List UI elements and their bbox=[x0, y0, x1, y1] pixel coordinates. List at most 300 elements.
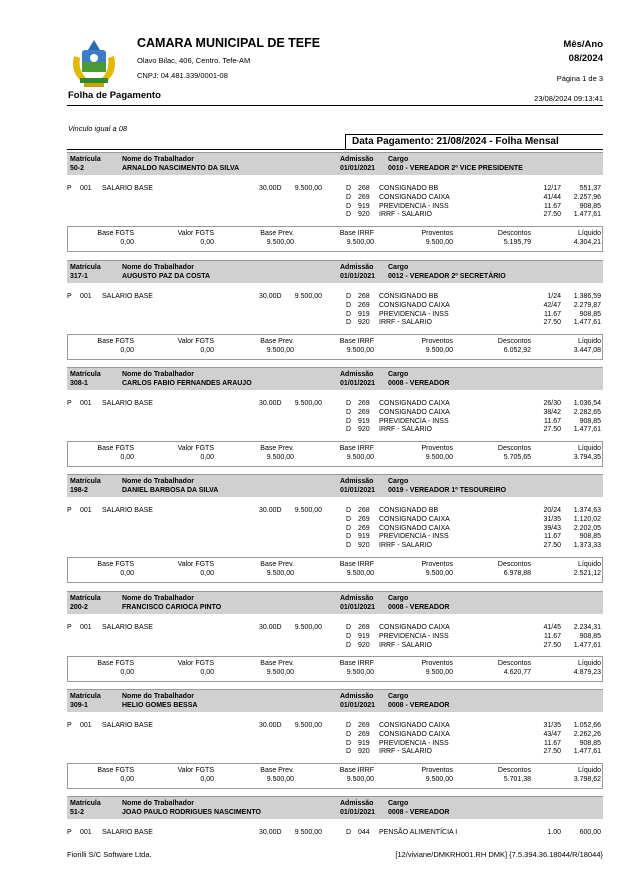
base-irrf-value: 9.500,00 bbox=[346, 454, 374, 462]
deduction-value: 908,85 bbox=[579, 533, 601, 541]
totals-box bbox=[67, 441, 603, 467]
deduction-desc: CONSIGNADO BB bbox=[379, 507, 439, 514]
employee-section bbox=[67, 367, 603, 467]
deduction-desc: IRRF - SALARIO bbox=[379, 641, 432, 649]
admission-label: Admissão bbox=[340, 264, 374, 271]
period-label: Mês/Ano bbox=[563, 39, 603, 50]
proventos-value: 9.500,00 bbox=[425, 669, 453, 677]
deduction-ref: 11.67 bbox=[544, 417, 561, 425]
earning-value: 9.500,00 bbox=[294, 185, 322, 192]
deduction-code: 920 bbox=[358, 319, 370, 327]
earning-ref: 30.00D bbox=[259, 293, 282, 300]
valor-fgts-value: 0,00 bbox=[200, 669, 214, 677]
earning-type: P bbox=[67, 829, 72, 836]
liquido-label: Líquido bbox=[578, 338, 601, 346]
deduction-code: 269 bbox=[358, 515, 370, 523]
name-label: Nome do Trabalhador bbox=[122, 264, 194, 271]
deduction-type: D bbox=[346, 426, 352, 434]
deduction-value: 1.373,33 bbox=[573, 542, 601, 550]
deduction-code: 268 bbox=[358, 293, 370, 300]
deduction-code: 919 bbox=[358, 739, 370, 747]
earning-desc: SALARIO BASE bbox=[102, 185, 153, 192]
liquido-value: 3.794,35 bbox=[573, 454, 601, 462]
org-name: CAMARA MUNICIPAL DE TEFE bbox=[137, 36, 321, 50]
payroll-lines bbox=[67, 828, 603, 837]
descontos-label: Descontos bbox=[497, 338, 531, 346]
payroll-line bbox=[67, 210, 603, 219]
base-prev-value: 9.500,00 bbox=[266, 454, 294, 462]
deduction-desc: CONSIGNADO CAIXA bbox=[379, 730, 450, 738]
payroll-lines bbox=[67, 292, 603, 327]
deduction-ref: 42/47 bbox=[543, 301, 561, 309]
cargo-label: Cargo bbox=[388, 800, 409, 807]
deduction-desc: CONSIGNADO CAIXA bbox=[379, 524, 450, 532]
employee-name: AUGUSTO PAZ DA COSTA bbox=[122, 273, 211, 280]
employee-header-bar bbox=[67, 474, 603, 497]
admission-date: 01/01/2021 bbox=[340, 809, 376, 816]
base-prev-value: 9.500,00 bbox=[266, 239, 294, 247]
earning-code: 001 bbox=[80, 624, 92, 631]
deduction-value: 908,85 bbox=[579, 632, 601, 640]
deduction-value: 2.282,65 bbox=[573, 408, 601, 416]
matricula-value: 198-2 bbox=[70, 487, 88, 494]
cargo-value: 0008 - VEREADOR bbox=[388, 702, 450, 709]
deduction-code: 269 bbox=[358, 624, 370, 631]
deduction-code: 919 bbox=[358, 632, 370, 640]
payroll-line bbox=[67, 515, 603, 524]
earning-desc: SALARIO BASE bbox=[102, 624, 153, 631]
org-cnpj: CNPJ: 04.481.339/0001-08 bbox=[137, 71, 228, 80]
deduction-type: D bbox=[346, 507, 352, 514]
valor-fgts-label: Valor FGTS bbox=[177, 767, 214, 775]
cargo-value: 0012 - VEREADOR 2º SECRETÁRIO bbox=[388, 273, 506, 280]
deduction-code: 269 bbox=[358, 722, 370, 729]
deduction-type: D bbox=[346, 293, 352, 300]
deduction-code: 919 bbox=[358, 310, 370, 318]
totals-box bbox=[67, 226, 603, 252]
deduction-value: 1.036,54 bbox=[573, 400, 601, 407]
deduction-desc: PREVIDENCIA - INSS bbox=[379, 632, 449, 640]
deduction-desc: CONSIGNADO BB bbox=[379, 293, 439, 300]
matricula-label: Matrícula bbox=[70, 693, 101, 700]
admission-label: Admissão bbox=[340, 693, 374, 700]
deduction-ref: 12/17 bbox=[543, 185, 561, 192]
payroll-lines bbox=[67, 399, 603, 434]
proventos-label: Proventos bbox=[421, 767, 453, 775]
payroll-line bbox=[67, 193, 603, 202]
valor-fgts-label: Valor FGTS bbox=[177, 660, 214, 668]
deduction-code: 269 bbox=[358, 408, 370, 416]
payroll-line bbox=[67, 310, 603, 319]
deduction-ref: 20/24 bbox=[543, 507, 561, 514]
base-irrf-value: 9.500,00 bbox=[346, 347, 374, 355]
cargo-value: 0019 - VEREADOR 1º TESOUREIRO bbox=[388, 487, 507, 494]
liquido-value: 3.447,08 bbox=[573, 347, 601, 355]
valor-fgts-label: Valor FGTS bbox=[177, 230, 214, 238]
deduction-ref: 1/24 bbox=[547, 293, 561, 300]
name-label: Nome do Trabalhador bbox=[122, 693, 194, 700]
payroll-line bbox=[67, 399, 603, 408]
admission-date: 01/01/2021 bbox=[340, 165, 376, 172]
report-datetime: 23/08/2024 09:13:41 bbox=[534, 94, 603, 103]
deduction-value: 1.386,59 bbox=[573, 293, 601, 300]
liquido-value: 4.304,21 bbox=[573, 239, 601, 247]
employee-section bbox=[67, 152, 603, 252]
deduction-ref: 27.50 bbox=[543, 319, 561, 327]
deduction-type: D bbox=[346, 624, 352, 631]
deduction-type: D bbox=[346, 739, 352, 747]
deduction-code: 920 bbox=[358, 211, 370, 219]
earning-desc: SALARIO BASE bbox=[102, 829, 153, 836]
descontos-label: Descontos bbox=[497, 767, 531, 775]
earning-code: 001 bbox=[80, 507, 92, 514]
deduction-desc: PREVIDENCIA - INSS bbox=[379, 310, 449, 318]
deduction-ref: 27.50 bbox=[543, 641, 561, 649]
deduction-desc: CONSIGNADO CAIXA bbox=[379, 400, 450, 407]
deduction-desc: CONSIGNADO CAIXA bbox=[379, 193, 450, 201]
deduction-value: 908,85 bbox=[579, 202, 601, 210]
deduction-type: D bbox=[346, 193, 352, 201]
proventos-label: Proventos bbox=[421, 338, 453, 346]
descontos-value: 6.052,92 bbox=[503, 347, 531, 355]
deduction-ref: 31/35 bbox=[543, 515, 561, 523]
cargo-label: Cargo bbox=[388, 595, 409, 602]
deduction-ref: 11.67 bbox=[544, 202, 561, 210]
matricula-label: Matrícula bbox=[70, 478, 101, 485]
earning-code: 001 bbox=[80, 185, 92, 192]
payment-divider bbox=[67, 149, 603, 150]
coat-of-arms-logo bbox=[68, 38, 120, 90]
liquido-value: 3.798,62 bbox=[573, 776, 601, 784]
deduction-type: D bbox=[346, 202, 352, 210]
base-prev-label: Base Prev. bbox=[260, 445, 294, 453]
page-number: Página 1 de 3 bbox=[556, 74, 603, 83]
earning-type: P bbox=[67, 185, 72, 192]
payroll-lines bbox=[67, 721, 603, 756]
earning-ref: 30.00D bbox=[259, 400, 282, 407]
earning-desc: SALARIO BASE bbox=[102, 722, 153, 729]
employee-header-bar bbox=[67, 689, 603, 712]
org-address: Olavo Bilac, 406, Centro. Tefe-AM bbox=[137, 56, 251, 65]
deduction-ref: 11.67 bbox=[544, 632, 561, 640]
deduction-code: 044 bbox=[358, 829, 370, 836]
proventos-value: 9.500,00 bbox=[425, 569, 453, 577]
filter-text: Vinculo igual a 08 bbox=[68, 124, 128, 133]
deduction-type: D bbox=[346, 632, 352, 640]
payroll-line bbox=[67, 301, 603, 310]
employee-header-bar bbox=[67, 591, 603, 614]
payroll-lines bbox=[67, 623, 603, 649]
base-fgts-label: Base FGTS bbox=[97, 560, 134, 568]
payment-title: Data Pagamento: 21/08/2024 - Folha Mensal bbox=[345, 134, 603, 149]
admission-date: 01/01/2021 bbox=[340, 487, 376, 494]
deduction-desc: IRRF - SALARIO bbox=[379, 319, 432, 327]
earning-code: 001 bbox=[80, 829, 92, 836]
earning-ref: 30.00D bbox=[259, 722, 282, 729]
liquido-label: Líquido bbox=[578, 560, 601, 568]
deduction-value: 1.374,63 bbox=[573, 507, 601, 514]
proventos-value: 9.500,00 bbox=[425, 454, 453, 462]
proventos-label: Proventos bbox=[421, 560, 453, 568]
report-header bbox=[0, 0, 635, 120]
deduction-code: 919 bbox=[358, 417, 370, 425]
earning-value: 9.500,00 bbox=[294, 507, 322, 514]
liquido-label: Líquido bbox=[578, 445, 601, 453]
cargo-label: Cargo bbox=[388, 371, 409, 378]
deduction-desc: PREVIDENCIA - INSS bbox=[379, 417, 449, 425]
cargo-label: Cargo bbox=[388, 478, 409, 485]
totals-box bbox=[67, 334, 603, 360]
earning-type: P bbox=[67, 293, 72, 300]
payroll-line bbox=[67, 747, 603, 756]
deduction-type: D bbox=[346, 185, 352, 192]
name-label: Nome do Trabalhador bbox=[122, 478, 194, 485]
payroll-line bbox=[67, 739, 603, 748]
earning-type: P bbox=[67, 722, 72, 729]
payroll-line bbox=[67, 828, 603, 837]
descontos-value: 4.620,77 bbox=[503, 669, 531, 677]
payroll-line bbox=[67, 524, 603, 533]
base-irrf-value: 9.500,00 bbox=[346, 239, 374, 247]
base-irrf-label: Base IRRF bbox=[339, 560, 374, 568]
deduction-ref: 38/42 bbox=[543, 408, 561, 416]
proventos-label: Proventos bbox=[421, 230, 453, 238]
deduction-value: 1.120,02 bbox=[573, 515, 601, 523]
deduction-value: 1.477,61 bbox=[573, 641, 601, 649]
valor-fgts-value: 0,00 bbox=[200, 454, 214, 462]
cargo-value: 0008 - VEREADOR bbox=[388, 809, 450, 816]
deduction-code: 919 bbox=[358, 533, 370, 541]
employee-section bbox=[67, 474, 603, 583]
matricula-value: 317-1 bbox=[70, 273, 88, 280]
deduction-code: 919 bbox=[358, 202, 370, 210]
admission-label: Admissão bbox=[340, 371, 374, 378]
deduction-desc: CONSIGNADO CAIXA bbox=[379, 301, 450, 309]
deduction-value: 2.202,05 bbox=[573, 524, 601, 532]
deduction-type: D bbox=[346, 722, 352, 729]
matricula-value: 50-2 bbox=[70, 165, 85, 172]
deduction-type: D bbox=[346, 533, 352, 541]
descontos-label: Descontos bbox=[497, 560, 531, 568]
payroll-line bbox=[67, 541, 603, 550]
deduction-value: 1.052,66 bbox=[573, 722, 601, 729]
deduction-ref: 27.50 bbox=[543, 211, 561, 219]
proventos-label: Proventos bbox=[421, 660, 453, 668]
deduction-type: D bbox=[346, 408, 352, 416]
deduction-ref: 11.67 bbox=[544, 533, 561, 541]
payroll-line bbox=[67, 202, 603, 211]
base-fgts-value: 0,00 bbox=[120, 569, 134, 577]
matricula-value: 200-2 bbox=[70, 604, 88, 611]
deduction-ref: 11.67 bbox=[544, 739, 561, 747]
descontos-value: 5.705,65 bbox=[503, 454, 531, 462]
deduction-desc: CONSIGNADO BB bbox=[379, 185, 439, 192]
payroll-line bbox=[67, 417, 603, 426]
deduction-value: 2.279,87 bbox=[573, 301, 601, 309]
deduction-value: 908,85 bbox=[579, 417, 601, 425]
payroll-line bbox=[67, 721, 603, 730]
admission-date: 01/01/2021 bbox=[340, 702, 376, 709]
descontos-label: Descontos bbox=[497, 660, 531, 668]
base-prev-label: Base Prev. bbox=[260, 660, 294, 668]
descontos-value: 6.978,88 bbox=[503, 569, 531, 577]
deduction-desc: IRRF - SALARIO bbox=[379, 211, 432, 219]
deduction-ref: 41/44 bbox=[543, 193, 561, 201]
deduction-value: 1.477,61 bbox=[573, 748, 601, 756]
payroll-line bbox=[67, 506, 603, 515]
totals-box bbox=[67, 656, 603, 682]
deduction-desc: IRRF - SALARIO bbox=[379, 542, 432, 550]
payroll-lines bbox=[67, 506, 603, 550]
deduction-type: D bbox=[346, 515, 352, 523]
earning-ref: 30.00D bbox=[259, 507, 282, 514]
employee-section bbox=[67, 591, 603, 682]
deduction-value: 551,37 bbox=[579, 185, 601, 192]
matricula-value: 51-2 bbox=[70, 809, 85, 816]
base-prev-value: 9.500,00 bbox=[266, 569, 294, 577]
base-fgts-label: Base FGTS bbox=[97, 338, 134, 346]
payroll-line bbox=[67, 532, 603, 541]
earning-value: 9.500,00 bbox=[294, 624, 322, 631]
earning-code: 001 bbox=[80, 400, 92, 407]
totals-box bbox=[67, 557, 603, 583]
earning-desc: SALARIO BASE bbox=[102, 400, 153, 407]
deduction-value: 1.477,61 bbox=[573, 426, 601, 434]
deduction-value: 2.262,26 bbox=[573, 730, 601, 738]
deduction-type: D bbox=[346, 310, 352, 318]
deduction-value: 908,85 bbox=[579, 739, 601, 747]
deduction-desc: PREVIDENCIA - INSS bbox=[379, 739, 449, 747]
base-fgts-label: Base FGTS bbox=[97, 660, 134, 668]
matricula-value: 308-1 bbox=[70, 380, 88, 387]
base-fgts-value: 0,00 bbox=[120, 347, 134, 355]
deduction-desc: CONSIGNADO CAIXA bbox=[379, 722, 450, 729]
descontos-label: Descontos bbox=[497, 230, 531, 238]
cargo-label: Cargo bbox=[388, 693, 409, 700]
footer-info: [12/viviane/DMKRH001.RH DMK] {7.5.394.36.18044/R/18044} bbox=[395, 850, 603, 859]
liquido-value: 2.521,12 bbox=[573, 569, 601, 577]
deduction-ref: 26/30 bbox=[543, 400, 561, 407]
liquido-label: Líquido bbox=[578, 767, 601, 775]
deduction-value: 1.477,61 bbox=[573, 211, 601, 219]
period-value: 08/2024 bbox=[568, 53, 603, 64]
payroll-line bbox=[67, 184, 603, 193]
employee-header-bar bbox=[67, 260, 603, 283]
deduction-desc: IRRF - SALARIO bbox=[379, 748, 432, 756]
cargo-value: 0008 - VEREADOR bbox=[388, 380, 450, 387]
proventos-value: 9.500,00 bbox=[425, 776, 453, 784]
deduction-ref: 31/35 bbox=[543, 722, 561, 729]
cargo-label: Cargo bbox=[388, 156, 409, 163]
liquido-label: Líquido bbox=[578, 660, 601, 668]
admission-label: Admissão bbox=[340, 800, 374, 807]
base-prev-value: 9.500,00 bbox=[266, 669, 294, 677]
base-prev-label: Base Prev. bbox=[260, 338, 294, 346]
earning-ref: 30.00D bbox=[259, 185, 282, 192]
payroll-line bbox=[67, 425, 603, 434]
deduction-code: 269 bbox=[358, 193, 370, 201]
payroll-line bbox=[67, 292, 603, 301]
employee-section bbox=[67, 796, 603, 837]
deduction-type: D bbox=[346, 641, 352, 649]
deduction-type: D bbox=[346, 400, 352, 407]
base-fgts-label: Base FGTS bbox=[97, 445, 134, 453]
employee-header-bar bbox=[67, 796, 603, 819]
payroll-line bbox=[67, 318, 603, 327]
cargo-label: Cargo bbox=[388, 264, 409, 271]
deduction-ref: 1.00 bbox=[547, 829, 561, 836]
admission-date: 01/01/2021 bbox=[340, 273, 376, 280]
deduction-type: D bbox=[346, 319, 352, 327]
earning-type: P bbox=[67, 624, 72, 631]
deduction-code: 920 bbox=[358, 542, 370, 550]
base-irrf-value: 9.500,00 bbox=[346, 776, 374, 784]
admission-label: Admissão bbox=[340, 156, 374, 163]
cargo-value: 0010 - VEREADOR 2º VICE PRESIDENTE bbox=[388, 165, 523, 172]
base-irrf-value: 9.500,00 bbox=[346, 669, 374, 677]
employee-name: HELIO GOMES BESSA bbox=[122, 702, 198, 709]
deduction-type: D bbox=[346, 829, 352, 836]
matricula-label: Matrícula bbox=[70, 371, 101, 378]
admission-label: Admissão bbox=[340, 595, 374, 602]
deduction-type: D bbox=[346, 417, 352, 425]
deduction-code: 269 bbox=[358, 400, 370, 407]
footer-company: Fiorilli S/C Software Ltda. bbox=[67, 850, 152, 859]
matricula-label: Matrícula bbox=[70, 264, 101, 271]
deduction-value: 908,85 bbox=[579, 310, 601, 318]
deduction-desc: CONSIGNADO CAIXA bbox=[379, 408, 450, 416]
deduction-desc: CONSIGNADO CAIXA bbox=[379, 515, 450, 523]
deduction-desc: PREVIDENCIA - INSS bbox=[379, 202, 449, 210]
deduction-code: 269 bbox=[358, 301, 370, 309]
deduction-desc: PREVIDENCIA - INSS bbox=[379, 533, 449, 541]
earning-desc: SALARIO BASE bbox=[102, 293, 153, 300]
deduction-code: 269 bbox=[358, 730, 370, 738]
earning-value: 9.500,00 bbox=[294, 829, 322, 836]
base-prev-value: 9.500,00 bbox=[266, 347, 294, 355]
base-prev-label: Base Prev. bbox=[260, 230, 294, 238]
base-prev-value: 9.500,00 bbox=[266, 776, 294, 784]
header-divider bbox=[67, 105, 603, 106]
deduction-desc: CONSIGNADO CAIXA bbox=[379, 624, 450, 631]
deduction-desc: IRRF - SALARIO bbox=[379, 426, 432, 434]
deduction-code: 920 bbox=[358, 748, 370, 756]
valor-fgts-value: 0,00 bbox=[200, 239, 214, 247]
deduction-code: 920 bbox=[358, 641, 370, 649]
employee-name: FRANCISCO CARIOCA PINTO bbox=[122, 604, 222, 611]
earning-desc: SALARIO BASE bbox=[102, 507, 153, 514]
descontos-value: 5.195,79 bbox=[503, 239, 531, 247]
payroll-line bbox=[67, 730, 603, 739]
deduction-ref: 11.67 bbox=[544, 310, 561, 318]
valor-fgts-label: Valor FGTS bbox=[177, 560, 214, 568]
employee-name: JOAO PAULO RODRIGUES NASCIMENTO bbox=[122, 809, 261, 816]
totals-box bbox=[67, 763, 603, 789]
deduction-type: D bbox=[346, 524, 352, 532]
valor-fgts-label: Valor FGTS bbox=[177, 445, 214, 453]
deduction-value: 2.257,96 bbox=[573, 193, 601, 201]
earning-value: 9.500,00 bbox=[294, 722, 322, 729]
deduction-code: 268 bbox=[358, 507, 370, 514]
earning-value: 9.500,00 bbox=[294, 293, 322, 300]
matricula-label: Matrícula bbox=[70, 800, 101, 807]
deduction-code: 268 bbox=[358, 185, 370, 192]
matricula-label: Matrícula bbox=[70, 156, 101, 163]
base-fgts-label: Base FGTS bbox=[97, 230, 134, 238]
base-irrf-label: Base IRRF bbox=[339, 660, 374, 668]
admission-label: Admissão bbox=[340, 478, 374, 485]
name-label: Nome do Trabalhador bbox=[122, 595, 194, 602]
